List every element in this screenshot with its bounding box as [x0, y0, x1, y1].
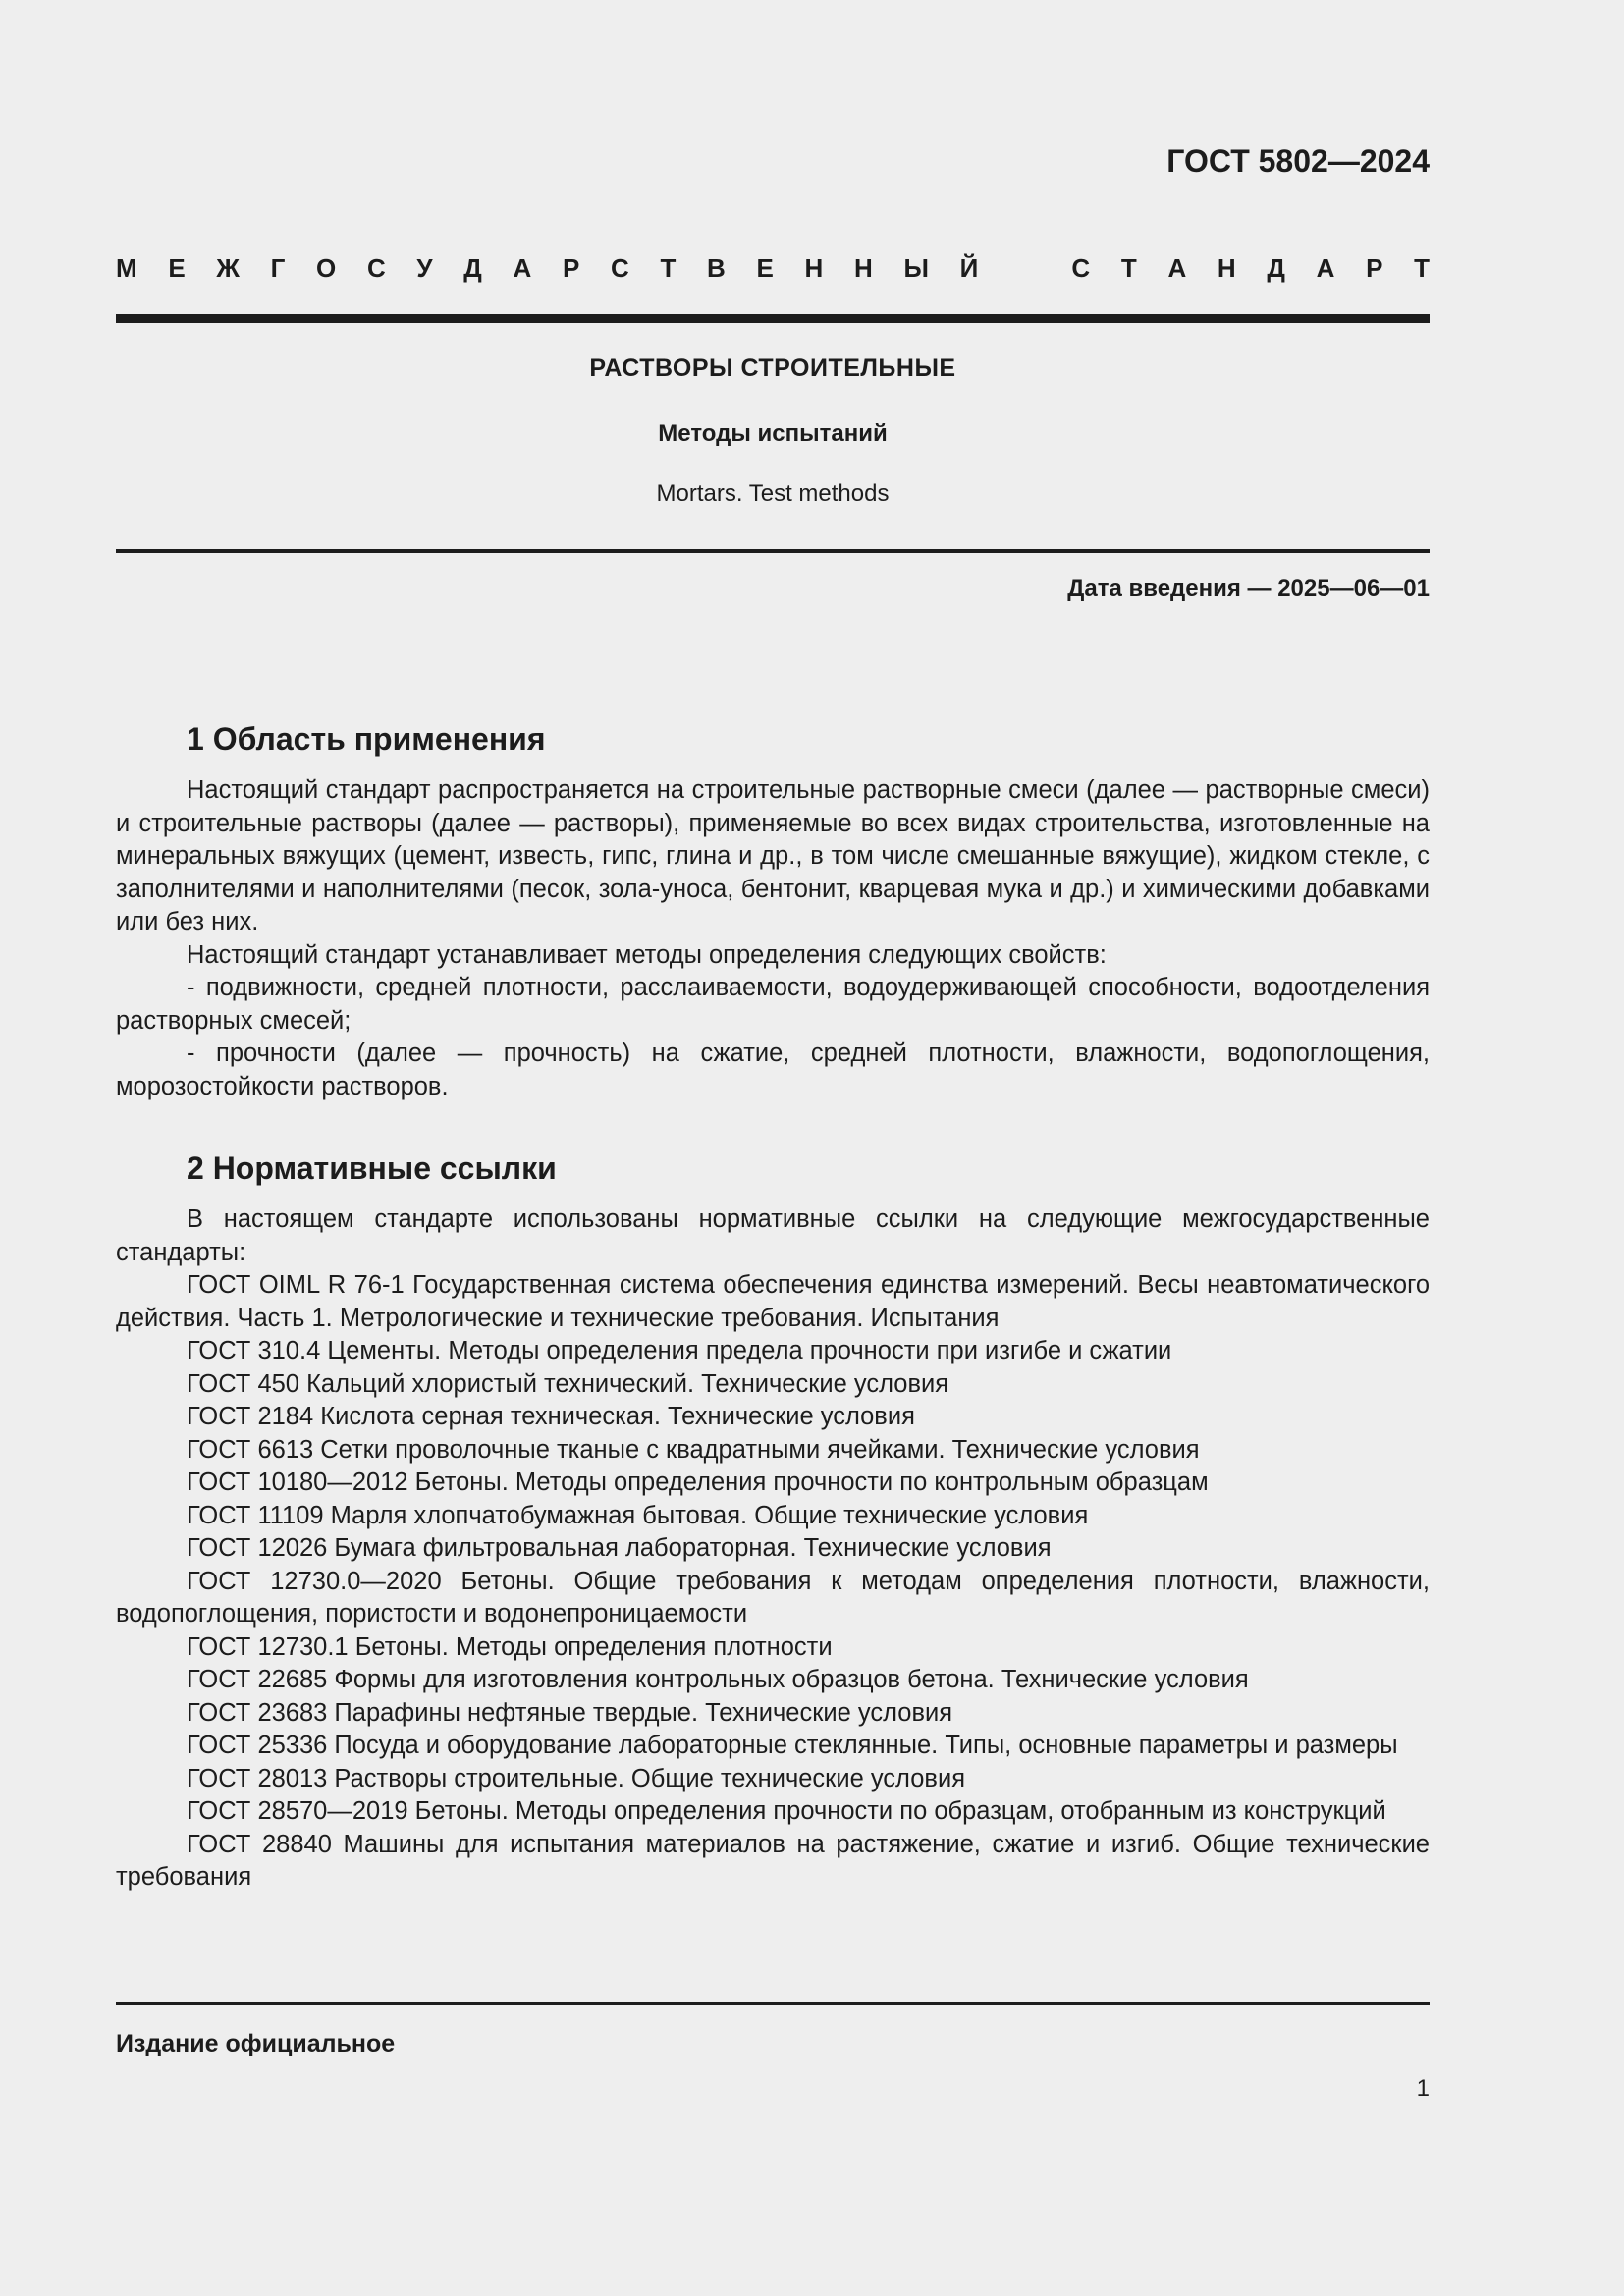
section-body [116, 774, 1430, 1103]
standard-type-letter: С [611, 253, 629, 283]
standard-type-letter: Р [1366, 253, 1383, 283]
standard-type-letter: Р [562, 253, 580, 283]
paragraph: В настоящем стандарте использованы нормативные ссылки на следующие межгосударственные стандарты: [116, 1205, 1430, 1266]
section-heading: 2 Нормативные ссылки [187, 1150, 557, 1186]
section-scope [116, 720, 1430, 1103]
reference-item: ГОСТ OIML R 76-1 Государственная система обеспечения единства измерений. Весы неавтоматического действия. Часть 1. Метрологические и технические требования. Испытания [116, 1271, 1430, 1332]
document-subtitle: Методы испытаний [658, 420, 888, 447]
section-body [116, 1203, 1430, 1895]
reference-item: ГОСТ 6613 Сетки проволочные тканые с квадратными ячейками. Технические условия [187, 1435, 1200, 1464]
document-number: ГОСТ 5802—2024 [1166, 143, 1430, 179]
standard-type-letter: Н [854, 253, 873, 283]
document-title: РАСТВОРЫ СТРОИТЕЛЬНЫЕ [589, 354, 956, 382]
standard-type-letter: А [1316, 253, 1335, 283]
standard-type-letter: Е [168, 253, 186, 283]
standard-type-letter: Т [1414, 253, 1430, 283]
reference-item: ГОСТ 23683 Парафины нефтяные твердые. Технические условия [187, 1698, 953, 1727]
standard-type-letter: С [366, 253, 386, 283]
document-title-english: Mortars. Test methods [656, 480, 890, 507]
standard-type-letter: О [316, 253, 337, 283]
reference-item: ГОСТ 11109 Марля хлопчатобумажная бытовая. Общие технические условия [187, 1501, 1089, 1529]
standard-type-letter: Т [660, 253, 677, 283]
reference-item: ГОСТ 12026 Бумага фильтровальная лабораторная. Технические условия [187, 1534, 1052, 1562]
standard-type-letter: Т [1120, 253, 1137, 283]
paragraph: - прочности (далее — прочность) на сжатие, средней плотности, влажности, водопоглощения, морозостойкости растворов. [116, 1040, 1430, 1100]
reference-item: ГОСТ 10180—2012 Бетоны. Методы определения прочности по контрольным образцам [187, 1468, 1209, 1496]
standard-type-letter: Й [959, 253, 979, 283]
standard-type-letter: Д [463, 253, 482, 283]
standard-type-letter: Д [1267, 253, 1285, 283]
reference-item: ГОСТ 28570—2019 Бетоны. Методы определения прочности по образцам, отобранным из конструкций [187, 1797, 1386, 1825]
reference-item: ГОСТ 22685 Формы для изготовления контрольных образцов бетона. Технические условия [187, 1666, 1249, 1693]
standard-type-letter: С [1071, 253, 1091, 283]
section-normative-references [116, 1148, 1430, 1895]
standard-type-letter: М [116, 253, 137, 283]
reference-item: ГОСТ 12730.0—2020 Бетоны. Общие требования к методам определения плотности, влажности, водопоглощения, пористости и водонепроницаемости [116, 1567, 1430, 1628]
title-divider [116, 549, 1430, 553]
paragraph: - подвижности, средней плотности, расслаиваемости, водоудерживающей способности, водоотделения растворных смесей; [116, 974, 1430, 1035]
standard-type-letter: А [513, 253, 532, 283]
page-number: 1 [1416, 2075, 1430, 2102]
reference-item: ГОСТ 450 Кальций хлористый технический. Технические условия [187, 1369, 949, 1398]
paragraph: Настоящий стандарт распространяется на строительные растворные смеси (далее — растворные смеси) и строительные растворы (далее — растворы), применяемые во всех видах строительства, изготовленные на минеральных вяжущих (цемент, известь, гипс, глина и др., в том числе смешанные вяжущие), жидком стекле, с заполнителями и наполнителями (песок, зола-уноса, бентонит, кварцевая мука и др.) и химическими добавками или без них. [116, 776, 1430, 935]
standard-type-letter: Н [804, 253, 824, 283]
standard-type-letter: Е [756, 253, 774, 283]
reference-item: ГОСТ 28840 Машины для испытания материалов на растяжение, сжатие и изгиб. Общие технические требования [116, 1830, 1430, 1891]
introduction-date: Дата введения — 2025—06—01 [1067, 575, 1430, 602]
reference-item: ГОСТ 310.4 Цементы. Методы определения предела прочности при изгибе и сжатии [187, 1337, 1172, 1364]
standard-type-letter: Н [1217, 253, 1236, 283]
standard-type-letter: Ж [216, 253, 240, 283]
standard-type-letter: Ы [903, 253, 929, 283]
paragraph: Настоящий стандарт устанавливает методы определения следующих свойств: [187, 940, 1107, 969]
reference-item: ГОСТ 28013 Растворы строительные. Общие технические условия [187, 1764, 966, 1792]
reference-item: ГОСТ 2184 Кислота серная техническая. Технические условия [187, 1403, 915, 1430]
standard-type-letter: А [1167, 253, 1187, 283]
official-edition-label: Издание официальное [116, 2030, 396, 2057]
standard-type-letter: Г [270, 253, 286, 283]
reference-item: ГОСТ 12730.1 Бетоны. Методы определения плотности [187, 1632, 833, 1661]
standard-type-letter: У [416, 253, 433, 283]
reference-item: ГОСТ 25336 Посуда и оборудование лабораторные стеклянные. Типы, основные параметры и размеры [187, 1732, 1398, 1759]
standard-type-heading [116, 253, 1430, 283]
footer-divider [116, 2002, 1430, 2005]
section-heading: 1 Область применения [187, 721, 546, 757]
standard-type-letter: В [707, 253, 726, 283]
header-divider [116, 314, 1430, 323]
